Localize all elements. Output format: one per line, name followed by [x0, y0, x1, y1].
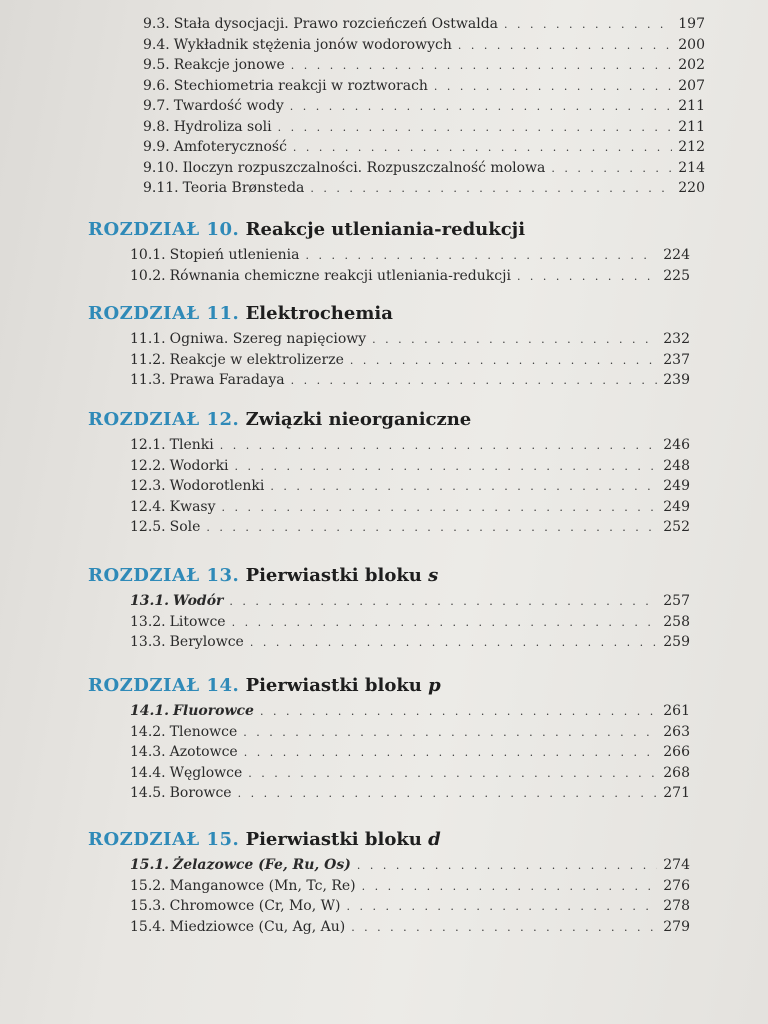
toc-entry: [130, 435, 690, 456]
toc-entry-page: 276: [663, 877, 690, 894]
toc-entry: [143, 96, 705, 117]
chapter-entries: [130, 591, 690, 653]
toc-entry-number: 11.1.: [130, 331, 166, 347]
toc-entry: [130, 917, 690, 938]
chapter-title: Pierwiastki bloku s: [245, 565, 439, 586]
toc-entry-title: Prawa Faradaya: [169, 372, 285, 388]
toc-entry-page: 211: [678, 118, 705, 135]
toc-entry: [130, 591, 690, 612]
toc-entry-number: 15.3.: [130, 898, 166, 914]
dot-leader: [291, 56, 672, 77]
toc-entry-page: 279: [663, 918, 690, 935]
toc-entry-number: 12.5.: [130, 519, 166, 535]
toc-entry-title: Azotowce: [169, 744, 238, 760]
toc-entry-title: Litowce: [169, 613, 226, 630]
chapter-title: Pierwiastki bloku d: [245, 829, 441, 850]
dot-leader: [291, 371, 658, 392]
dot-leader: [293, 138, 672, 159]
toc-entry-page: 266: [663, 744, 690, 760]
chapter-label: ROZDZIAŁ 15.: [88, 829, 240, 850]
toc-entry-number: 12.3.: [130, 478, 166, 494]
dot-leader: [206, 518, 657, 539]
toc-entry: [130, 370, 690, 391]
toc-entry-number: 14.5.: [130, 785, 166, 801]
chapter-heading: [88, 408, 728, 432]
toc-entry-page: 246: [663, 437, 690, 453]
toc-entry-page: 200: [678, 36, 705, 53]
chapter-label: ROZDZIAŁ 12.: [88, 409, 240, 430]
toc-entry: [143, 55, 705, 76]
chapter-entries: [130, 855, 690, 937]
chapter-label: ROZDZIAŁ 14.: [88, 675, 240, 696]
dot-leader: [235, 457, 658, 478]
toc-entry-page: 214: [678, 159, 705, 176]
chapter-heading: [88, 302, 728, 326]
toc-entry: [130, 497, 690, 518]
toc-entry-page: 220: [678, 180, 705, 196]
dot-leader: [222, 498, 658, 519]
toc-entry: [130, 855, 690, 876]
toc-entry-title: Wodór: [172, 593, 224, 609]
toc-entry: [143, 158, 705, 179]
toc-entry-number: 9.8.: [143, 118, 170, 135]
toc-entry-title: Stopień utlenienia: [169, 247, 300, 263]
toc-entry-title: Kwasy: [169, 498, 216, 515]
chapter-12: [88, 408, 728, 538]
toc-entry-page: 207: [678, 77, 705, 94]
dot-leader: [357, 856, 657, 877]
dot-leader: [351, 918, 657, 939]
toc-entry: [130, 722, 690, 743]
toc-entry-number: 12.4.: [130, 498, 166, 515]
toc-entry-number: 13.1.: [130, 593, 169, 609]
toc-entry-page: 232: [663, 331, 690, 347]
toc-entry-page: 224: [663, 247, 690, 263]
toc-entry: [130, 456, 690, 477]
toc-entry-page: 268: [663, 764, 690, 781]
dot-leader: [310, 179, 672, 200]
toc-entry: [143, 35, 705, 56]
toc-entry-page: 278: [663, 898, 690, 914]
toc-entry-page: 248: [663, 457, 690, 474]
toc-entry-number: 15.2.: [130, 877, 166, 894]
toc-entry: [130, 329, 690, 350]
toc-entry-page: 202: [678, 57, 705, 73]
toc-entry-title: Równania chemiczne reakcji utleniania-redukcji: [169, 267, 511, 284]
dot-leader: [250, 633, 657, 654]
chapter-entries: [130, 435, 690, 538]
toc-entry-page: 271: [663, 785, 690, 801]
dot-leader: [434, 77, 672, 98]
toc-entry-title: Twardość wody: [173, 98, 284, 114]
toc-entry-title: Borowce: [169, 785, 232, 801]
toc-entry-title: Tlenki: [169, 437, 214, 453]
dot-leader: [232, 613, 658, 634]
toc-entry-number: 9.9.: [143, 139, 170, 155]
toc-entry-title: Wodorotlenki: [169, 478, 265, 494]
dot-leader: [248, 764, 657, 785]
toc-entry-title: Miedziowce (Cu, Ag, Au): [169, 918, 346, 935]
chapter-entries: [130, 329, 690, 391]
toc-entry-number: 14.4.: [130, 764, 166, 781]
toc-entry: [130, 266, 690, 287]
chapter-title: Związki nieorganiczne: [245, 409, 472, 430]
toc-entry-number: 9.4.: [143, 36, 170, 53]
toc-entry-page: 239: [663, 372, 690, 388]
toc-entry: [130, 783, 690, 804]
chapter-11: [88, 302, 728, 391]
toc-entry-number: 9.7.: [143, 98, 170, 114]
toc-entry-page: 261: [663, 703, 690, 719]
chapter-10: [88, 218, 728, 286]
chapter-title: Pierwiastki bloku p: [245, 675, 441, 696]
toc-entry: [130, 896, 690, 917]
toc-entry-title: Stechiometria reakcji w roztworach: [173, 77, 428, 94]
chapter-label: ROZDZIAŁ 10.: [88, 219, 240, 240]
toc-entry-number: 9.10.: [143, 159, 179, 176]
toc-entry-page: 211: [678, 98, 705, 114]
toc-entry-title: Żelazowce (Fe, Ru, Os): [172, 857, 351, 873]
toc-entry-number: 11.2.: [130, 351, 166, 368]
toc-entry: [130, 632, 690, 653]
dot-leader: [350, 351, 657, 372]
toc-entry-page: 197: [678, 16, 705, 32]
toc-entry-title: Amfoteryczność: [173, 139, 287, 155]
toc-entry-page: 225: [663, 267, 690, 284]
dot-leader: [551, 159, 672, 180]
dot-leader: [458, 36, 672, 57]
toc-entry-number: 11.3.: [130, 372, 166, 388]
toc-entry-title: Manganowce (Mn, Tc, Re): [169, 877, 356, 894]
dot-leader: [229, 592, 657, 613]
dot-leader: [244, 743, 658, 764]
toc-entry-number: 14.2.: [130, 723, 166, 740]
toc-entry-page: 212: [678, 139, 705, 155]
dot-leader: [517, 267, 657, 288]
toc-entry: [130, 612, 690, 633]
chapter-title: Reakcje utleniania-redukcji: [245, 219, 526, 240]
toc-entry-number: 10.1.: [130, 247, 166, 263]
dot-leader: [372, 330, 657, 351]
toc-entry: [130, 517, 690, 538]
dot-leader: [270, 477, 657, 498]
toc-entry-title: Hydroliza soli: [173, 118, 272, 135]
toc-entry-title: Iloczyn rozpuszczalności. Rozpuszczalność molowa: [182, 159, 546, 176]
toc-entry-title: Stała dysocjacji. Prawo rozcieńczeń Ostwalda: [173, 16, 499, 32]
toc-entry: [130, 742, 690, 763]
toc-entry: [130, 245, 690, 266]
toc-entry-number: 9.11.: [143, 180, 179, 196]
toc-entry-number: 10.2.: [130, 267, 166, 284]
dot-leader: [290, 97, 673, 118]
toc-entry-page: 252: [663, 519, 690, 535]
toc-entry-page: 263: [663, 723, 690, 740]
dot-leader: [238, 784, 658, 805]
toc-entry: [143, 14, 705, 35]
dot-leader: [220, 436, 658, 457]
toc-entry-page: 249: [663, 478, 690, 494]
toc-entry-number: 9.5.: [143, 57, 170, 73]
toc-entry-title: Wykładnik stężenia jonów wodorowych: [173, 36, 452, 53]
chapter-13: [88, 564, 728, 653]
dot-leader: [306, 246, 658, 267]
toc-entry-page: 258: [663, 613, 690, 630]
chapter-heading: [88, 218, 728, 242]
toc-entry-number: 9.3.: [143, 16, 170, 32]
toc-entry-title: Sole: [169, 519, 201, 535]
toc-entry: [130, 350, 690, 371]
chapter-15: [88, 828, 728, 937]
toc-entry-title: Berylowce: [169, 634, 244, 650]
toc-entry-number: 12.1.: [130, 437, 166, 453]
toc-entry-number: 12.2.: [130, 457, 166, 474]
toc-entry: [143, 137, 705, 158]
dot-leader: [504, 15, 672, 36]
chapter-heading: [88, 564, 728, 588]
toc-intro-section: [143, 14, 705, 199]
toc-entry-title: Wodorki: [169, 457, 229, 474]
toc-entry-title: Ogniwa. Szereg napięciowy: [169, 331, 367, 347]
toc-entry-page: 257: [663, 593, 690, 609]
toc-entry-number: 13.3.: [130, 634, 166, 650]
toc-entry: [143, 178, 705, 199]
toc-entry: [130, 701, 690, 722]
toc-entry-number: 15.4.: [130, 918, 166, 935]
chapter-heading: [88, 674, 728, 698]
chapter-14: [88, 674, 728, 804]
toc-entry-title: Węglowce: [169, 764, 243, 781]
chapter-label: ROZDZIAŁ 11.: [88, 303, 240, 324]
toc-entry: [130, 763, 690, 784]
toc-entry-number: 9.6.: [143, 77, 170, 94]
dot-leader: [260, 702, 657, 723]
chapter-heading: [88, 828, 728, 852]
toc-entry: [130, 476, 690, 497]
toc-entry-page: 237: [663, 351, 690, 368]
chapter-label: ROZDZIAŁ 13.: [88, 565, 240, 586]
toc-entry-number: 15.1.: [130, 857, 169, 873]
dot-leader: [346, 897, 657, 918]
chapter-entries: [130, 245, 690, 286]
toc-entry: [143, 117, 705, 138]
toc-entry: [130, 876, 690, 897]
dot-leader: [278, 118, 673, 139]
toc-entry-title: Reakcje jonowe: [173, 57, 285, 73]
dot-leader: [362, 877, 658, 898]
toc-entry-number: 14.1.: [130, 703, 169, 719]
toc-entry-title: Reakcje w elektrolizerze: [169, 351, 344, 368]
toc-entry: [143, 76, 705, 97]
toc-entry-page: 249: [663, 498, 690, 515]
toc-entry-number: 13.2.: [130, 613, 166, 630]
toc-entry-page: 274: [663, 857, 690, 873]
toc-entry-title: Teoria Brønsteda: [182, 180, 305, 196]
chapter-entries: [130, 701, 690, 804]
toc-entry-title: Tlenowce: [169, 723, 238, 740]
chapter-title: Elektrochemia: [245, 303, 393, 324]
toc-entry-title: Fluorowce: [172, 703, 254, 719]
toc-entry-number: 14.3.: [130, 744, 166, 760]
toc-entry-title: Chromowce (Cr, Mo, W): [169, 898, 341, 914]
dot-leader: [243, 723, 657, 744]
toc-entry-page: 259: [663, 634, 690, 650]
